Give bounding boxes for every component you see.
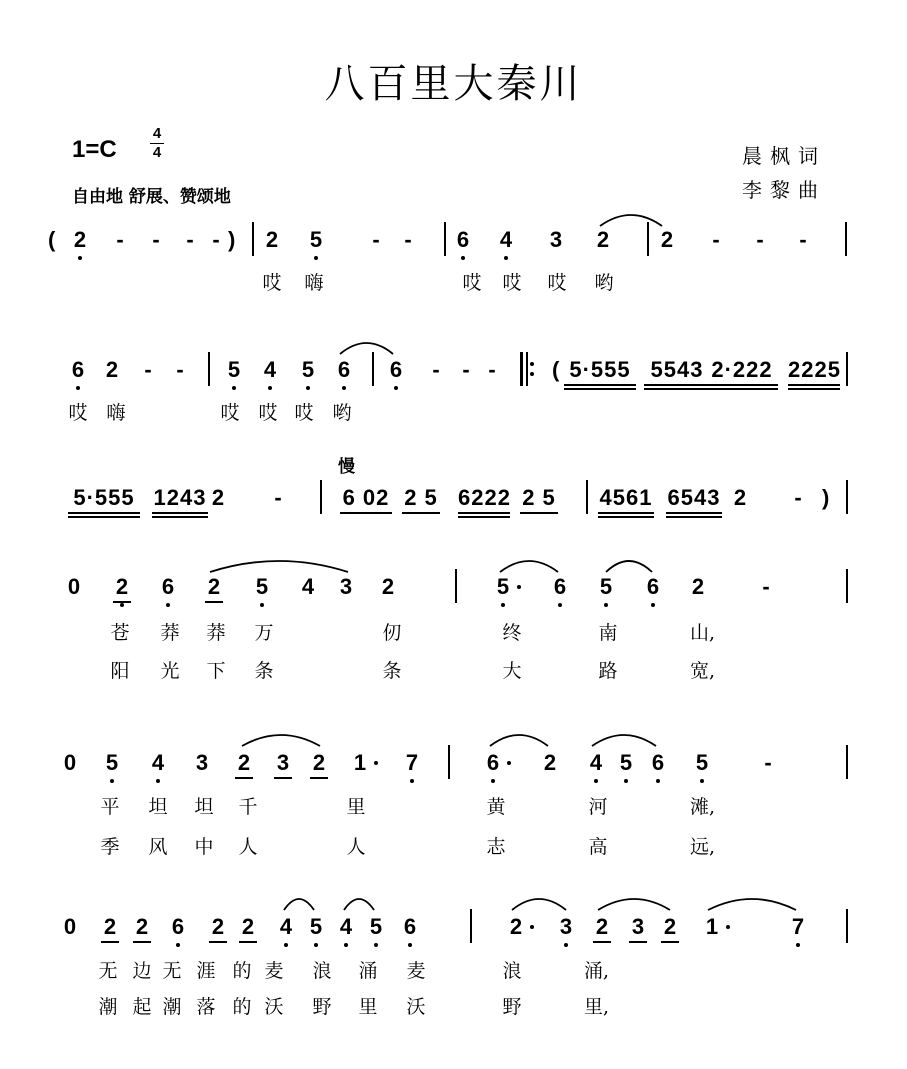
beam-underline bbox=[402, 512, 440, 514]
lyric-char: 中 bbox=[194, 836, 214, 858]
low-octave-dot bbox=[342, 386, 346, 390]
note: 0 bbox=[63, 750, 77, 775]
lyric-char: 哟 bbox=[594, 272, 614, 294]
bar-line bbox=[444, 222, 446, 256]
augmentation-dot bbox=[374, 761, 378, 765]
note: 3 bbox=[339, 574, 353, 599]
note: 3 bbox=[559, 914, 573, 939]
note-group: 5543 bbox=[650, 357, 704, 382]
note: 3 bbox=[195, 750, 209, 775]
note: 2 bbox=[691, 574, 705, 599]
note-underline bbox=[239, 941, 257, 943]
note: 5 bbox=[695, 750, 709, 775]
paren: ) bbox=[822, 485, 830, 510]
note: 5 bbox=[496, 574, 510, 599]
lyric-char: 麦 bbox=[406, 960, 426, 982]
note: - bbox=[372, 227, 380, 252]
low-octave-dot bbox=[558, 603, 562, 607]
augmentation-dot bbox=[507, 761, 511, 765]
lyric-char: 的 bbox=[232, 996, 252, 1018]
lyric-char: 远, bbox=[690, 836, 716, 858]
note-group: 2 5 bbox=[522, 485, 556, 510]
slur bbox=[500, 561, 558, 572]
lyric-char: 里 bbox=[358, 996, 378, 1018]
slur bbox=[606, 561, 652, 572]
lyric-char: 哎 bbox=[262, 272, 282, 294]
note: 5 bbox=[369, 914, 383, 939]
low-octave-dot bbox=[176, 943, 180, 947]
slur bbox=[344, 899, 374, 910]
low-octave-dot bbox=[314, 256, 318, 260]
note-underline bbox=[101, 941, 119, 943]
lyric-char: 阳 bbox=[110, 660, 130, 682]
lyric-char: 麦 bbox=[264, 960, 284, 982]
note: 0 bbox=[63, 914, 77, 939]
lyric-char: 千 bbox=[238, 796, 258, 818]
low-octave-dot bbox=[260, 603, 264, 607]
composer-credit: 李黎曲 bbox=[742, 178, 826, 202]
repeat-bar-thin bbox=[526, 352, 528, 386]
low-octave-dot bbox=[306, 386, 310, 390]
lyric-char: 宽, bbox=[690, 660, 716, 682]
low-octave-dot bbox=[344, 943, 348, 947]
note: 7 bbox=[405, 750, 419, 775]
note: 2 bbox=[660, 227, 674, 252]
lyric-char: 哎 bbox=[294, 402, 314, 424]
note-underline bbox=[310, 777, 328, 779]
note: 3 bbox=[549, 227, 563, 252]
lyric-char: 哎 bbox=[462, 272, 482, 294]
repeat-dot bbox=[530, 362, 534, 366]
note: 2 bbox=[381, 574, 395, 599]
note: 2 bbox=[105, 357, 119, 382]
slur bbox=[592, 735, 656, 746]
note: 5 bbox=[301, 357, 315, 382]
note: 2 bbox=[73, 227, 87, 252]
note: 1 bbox=[705, 914, 719, 939]
note: - bbox=[212, 227, 220, 252]
low-octave-dot bbox=[594, 779, 598, 783]
lyric-char: 高 bbox=[588, 836, 608, 858]
low-octave-dot bbox=[461, 256, 465, 260]
low-octave-dot bbox=[656, 779, 660, 783]
beam-underline bbox=[458, 516, 510, 518]
lyric-char: 涌 bbox=[358, 960, 378, 982]
low-octave-dot bbox=[504, 256, 508, 260]
low-octave-dot bbox=[408, 943, 412, 947]
note: 2 bbox=[663, 914, 677, 939]
note: - bbox=[274, 485, 282, 510]
note: 3 bbox=[276, 750, 290, 775]
note-underline bbox=[274, 777, 292, 779]
note: - bbox=[144, 357, 152, 382]
note: 2 bbox=[237, 750, 251, 775]
low-octave-dot bbox=[120, 603, 124, 607]
note: 6 bbox=[403, 914, 417, 939]
note: 5 bbox=[309, 227, 323, 252]
note: - bbox=[764, 750, 772, 775]
paren: ( bbox=[48, 227, 56, 252]
note: 6 bbox=[553, 574, 567, 599]
note: - bbox=[176, 357, 184, 382]
low-octave-dot bbox=[374, 943, 378, 947]
beam-underline bbox=[458, 512, 510, 514]
note: 4 bbox=[263, 357, 277, 382]
slur bbox=[210, 561, 348, 572]
bar-line bbox=[846, 745, 848, 779]
slur bbox=[284, 899, 314, 910]
note: 4 bbox=[589, 750, 603, 775]
note: 4 bbox=[339, 914, 353, 939]
note: 6 bbox=[646, 574, 660, 599]
lyric-char: 路 bbox=[598, 660, 618, 682]
lyric-char: 哟 bbox=[332, 402, 352, 424]
lyric-char: 莽 bbox=[206, 622, 226, 644]
note: 6 bbox=[651, 750, 665, 775]
lyric-char: 沃 bbox=[264, 996, 284, 1018]
lyric-char: 浪 bbox=[312, 960, 332, 982]
time-signature-top: 4 bbox=[152, 125, 162, 142]
bar-line bbox=[846, 909, 848, 943]
slur bbox=[242, 735, 320, 746]
note: 2 bbox=[543, 750, 557, 775]
slur bbox=[490, 735, 548, 746]
beam-underline bbox=[520, 512, 558, 514]
lyric-char: 的 bbox=[232, 960, 252, 982]
note: 6 bbox=[337, 357, 351, 382]
note: 6 bbox=[171, 914, 185, 939]
note-underline bbox=[235, 777, 253, 779]
lyric-char: 万 bbox=[254, 622, 274, 644]
note: 5 bbox=[619, 750, 633, 775]
lyric-char: 光 bbox=[160, 660, 180, 682]
low-octave-dot bbox=[156, 779, 160, 783]
bar-line bbox=[586, 480, 588, 514]
low-octave-dot bbox=[604, 603, 608, 607]
note: 2 bbox=[312, 750, 326, 775]
note-group: 4561 bbox=[599, 485, 653, 510]
note-underline bbox=[205, 601, 223, 603]
beam-underline bbox=[666, 512, 722, 514]
note-group: 6 02 bbox=[342, 485, 390, 510]
low-octave-dot bbox=[651, 603, 655, 607]
note: 5 bbox=[309, 914, 323, 939]
note: - bbox=[116, 227, 124, 252]
augmentation-dot bbox=[517, 585, 521, 589]
beam-underline bbox=[788, 384, 840, 386]
bar-line bbox=[320, 480, 322, 514]
note: 2 bbox=[733, 485, 747, 510]
low-octave-dot bbox=[410, 779, 414, 783]
low-octave-dot bbox=[110, 779, 114, 783]
note-underline bbox=[593, 941, 611, 943]
note: 2 bbox=[265, 227, 279, 252]
low-octave-dot bbox=[284, 943, 288, 947]
bar-line bbox=[845, 222, 847, 256]
low-octave-dot bbox=[501, 603, 505, 607]
lyric-char: 坦 bbox=[194, 796, 214, 818]
bar-line bbox=[455, 569, 457, 603]
beam-underline bbox=[68, 512, 140, 514]
note-group: 2225 bbox=[788, 357, 841, 382]
lyric-char: 哎 bbox=[68, 402, 88, 424]
note: - bbox=[756, 227, 764, 252]
bar-line bbox=[846, 480, 848, 514]
lyric-char: 大 bbox=[502, 660, 522, 682]
beam-underline bbox=[788, 388, 840, 390]
note: 3 bbox=[631, 914, 645, 939]
beam-underline bbox=[644, 388, 710, 390]
lyric-char: 坦 bbox=[148, 796, 168, 818]
beam-underline bbox=[706, 384, 778, 386]
lyric-char: 野 bbox=[502, 996, 522, 1018]
augmentation-dot bbox=[726, 925, 730, 929]
lyric-char: 潮 bbox=[98, 996, 118, 1018]
lyric-char: 潮 bbox=[162, 996, 182, 1018]
note: 2 bbox=[211, 914, 225, 939]
slur bbox=[600, 215, 662, 226]
low-octave-dot bbox=[78, 256, 82, 260]
low-octave-dot bbox=[624, 779, 628, 783]
beam-underline bbox=[706, 388, 778, 390]
lyric-char: 涯 bbox=[196, 960, 216, 982]
lyric-char: 里, bbox=[584, 996, 610, 1018]
bar-line bbox=[448, 745, 450, 779]
lyric-char: 季 bbox=[100, 836, 120, 858]
note: - bbox=[186, 227, 194, 252]
lyric-char: 沃 bbox=[406, 996, 426, 1018]
paren: ( bbox=[552, 357, 560, 382]
lyric-char: 条 bbox=[382, 660, 402, 682]
note: 4 bbox=[151, 750, 165, 775]
lyric-char: 莽 bbox=[160, 622, 180, 644]
note: 6 bbox=[389, 357, 403, 382]
lyric-char: 涌, bbox=[584, 960, 610, 982]
lyric-char: 无 bbox=[98, 960, 118, 982]
lyric-char: 风 bbox=[148, 836, 168, 858]
low-octave-dot bbox=[232, 386, 236, 390]
note: 1 bbox=[353, 750, 367, 775]
lyric-char: 人 bbox=[238, 836, 258, 858]
note-underline bbox=[629, 941, 647, 943]
slur bbox=[512, 899, 566, 910]
note: - bbox=[404, 227, 412, 252]
note: 0 bbox=[67, 574, 81, 599]
beam-underline bbox=[340, 512, 392, 514]
bar-line bbox=[208, 352, 210, 386]
lyric-char: 起 bbox=[132, 996, 152, 1018]
beam-underline bbox=[598, 516, 654, 518]
lyricist-credit: 晨枫词 bbox=[742, 144, 826, 168]
lyric-char: 苍 bbox=[110, 622, 130, 644]
note: 2 bbox=[596, 227, 610, 252]
note: 2 bbox=[115, 574, 129, 599]
low-octave-dot bbox=[314, 943, 318, 947]
lyric-char: 嗨 bbox=[106, 402, 126, 424]
beam-underline bbox=[564, 384, 636, 386]
bar-line bbox=[372, 352, 374, 386]
note-underline bbox=[661, 941, 679, 943]
lyric-char: 南 bbox=[598, 622, 618, 644]
bar-line bbox=[470, 909, 472, 943]
note-group: 6222 bbox=[458, 485, 511, 510]
low-octave-dot bbox=[394, 386, 398, 390]
note: - bbox=[488, 357, 496, 382]
beam-underline bbox=[644, 384, 710, 386]
slur bbox=[598, 899, 670, 910]
low-octave-dot bbox=[268, 386, 272, 390]
page-title: 八百里大秦川 bbox=[324, 61, 583, 107]
note: - bbox=[794, 485, 802, 510]
note-group: 5·555 bbox=[73, 485, 135, 510]
slur bbox=[340, 343, 393, 354]
note-underline bbox=[209, 941, 227, 943]
beam-underline bbox=[598, 512, 654, 514]
lyric-char: 边 bbox=[132, 960, 152, 982]
note: 5 bbox=[255, 574, 269, 599]
lyric-char: 条 bbox=[254, 660, 274, 682]
note: 4 bbox=[301, 574, 315, 599]
bar-line bbox=[647, 222, 649, 256]
tempo-marking: 自由地 舒展、赞颂地 bbox=[72, 187, 231, 207]
note: 7 bbox=[791, 914, 805, 939]
low-octave-dot bbox=[796, 943, 800, 947]
note-group: 2 5 bbox=[404, 485, 438, 510]
lyric-char: 浪 bbox=[502, 960, 522, 982]
slur bbox=[708, 899, 796, 910]
beam-underline bbox=[152, 512, 208, 514]
note: 5 bbox=[105, 750, 119, 775]
note: 6 bbox=[71, 357, 85, 382]
note: 4 bbox=[279, 914, 293, 939]
low-octave-dot bbox=[564, 943, 568, 947]
lyric-char: 人 bbox=[346, 836, 366, 858]
note-underline bbox=[113, 601, 131, 603]
repeat-dot bbox=[530, 372, 534, 376]
note-group: 5·555 bbox=[569, 357, 631, 382]
repeat-bar-thick bbox=[520, 352, 523, 386]
bar-line bbox=[846, 352, 848, 386]
lyric-char: 黄 bbox=[486, 796, 506, 818]
note: 6 bbox=[486, 750, 500, 775]
note: 2 bbox=[207, 574, 221, 599]
lyric-char: 滩, bbox=[690, 796, 716, 818]
note: - bbox=[432, 357, 440, 382]
note: 2 bbox=[135, 914, 149, 939]
note: 5 bbox=[599, 574, 613, 599]
beam-underline bbox=[152, 516, 208, 518]
note-underline bbox=[133, 941, 151, 943]
note-group: 6543 bbox=[667, 485, 721, 510]
lyric-char: 哎 bbox=[258, 402, 278, 424]
paren: ) bbox=[228, 227, 236, 252]
bar-line bbox=[252, 222, 254, 256]
note: 2 bbox=[211, 485, 225, 510]
slow-marking: 慢 bbox=[338, 457, 355, 477]
beam-underline bbox=[68, 516, 140, 518]
lyric-char: 野 bbox=[312, 996, 332, 1018]
low-octave-dot bbox=[76, 386, 80, 390]
lyric-char: 河 bbox=[588, 796, 608, 818]
note-group: 1243 bbox=[153, 485, 207, 510]
note: - bbox=[152, 227, 160, 252]
lyric-char: 落 bbox=[196, 996, 216, 1018]
note-group: 2·222 bbox=[711, 357, 773, 382]
low-octave-dot bbox=[491, 779, 495, 783]
note: 5 bbox=[227, 357, 241, 382]
lyric-char: 终 bbox=[502, 622, 522, 644]
note: 2 bbox=[509, 914, 523, 939]
note: 2 bbox=[103, 914, 117, 939]
low-octave-dot bbox=[700, 779, 704, 783]
lyric-char: 哎 bbox=[502, 272, 522, 294]
low-octave-dot bbox=[166, 603, 170, 607]
lyric-char: 里 bbox=[346, 796, 366, 818]
note: 2 bbox=[241, 914, 255, 939]
bar-line bbox=[846, 569, 848, 603]
lyric-char: 仞 bbox=[382, 622, 402, 644]
note: - bbox=[712, 227, 720, 252]
key-signature: 1=C bbox=[72, 136, 117, 163]
lyric-char: 平 bbox=[100, 796, 120, 818]
lyric-char: 下 bbox=[206, 660, 226, 682]
augmentation-dot bbox=[530, 925, 534, 929]
lyric-char: 志 bbox=[486, 836, 506, 858]
beam-underline bbox=[564, 388, 636, 390]
note: 2 bbox=[595, 914, 609, 939]
lyric-char: 无 bbox=[162, 960, 182, 982]
lyric-char: 哎 bbox=[547, 272, 567, 294]
lyric-char: 嗨 bbox=[304, 272, 324, 294]
lyric-char: 山, bbox=[690, 622, 716, 644]
time-signature-bottom: 4 bbox=[152, 144, 162, 161]
note: 6 bbox=[161, 574, 175, 599]
note: - bbox=[799, 227, 807, 252]
note: 4 bbox=[499, 227, 513, 252]
note: - bbox=[762, 574, 770, 599]
note: - bbox=[462, 357, 470, 382]
beam-underline bbox=[666, 516, 722, 518]
note: 6 bbox=[456, 227, 470, 252]
lyric-char: 哎 bbox=[220, 402, 240, 424]
